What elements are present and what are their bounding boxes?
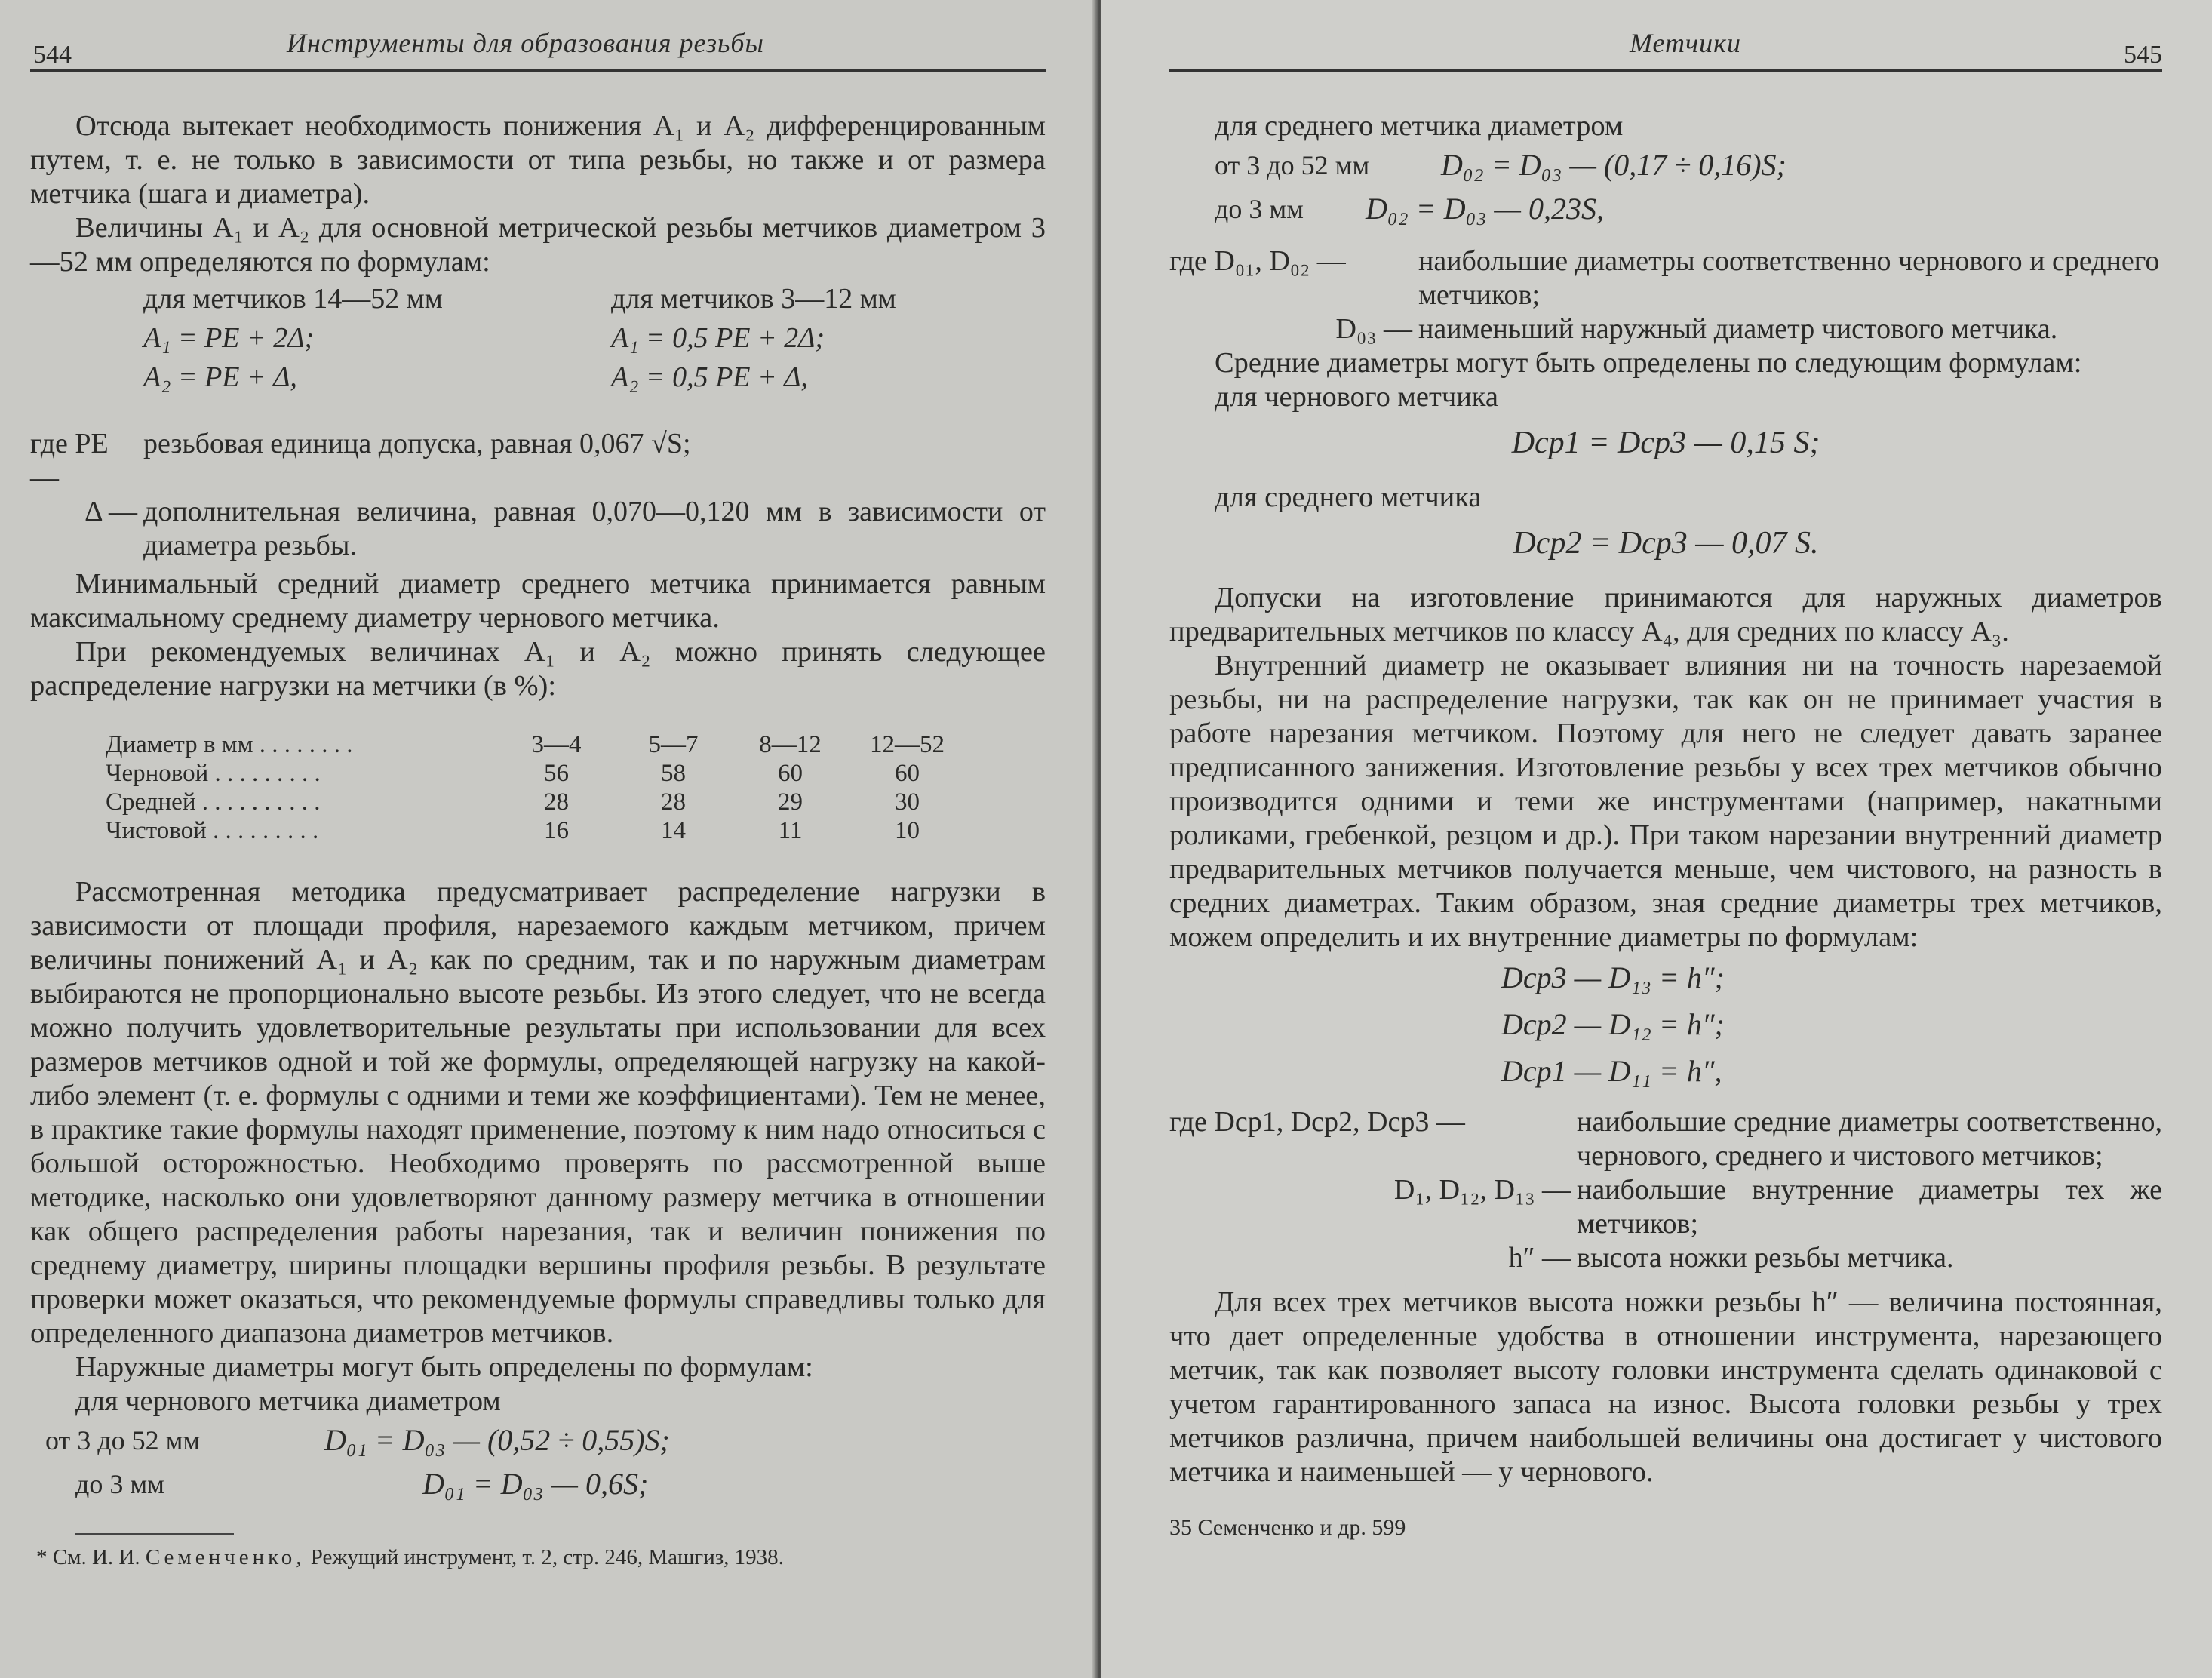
r1-range: от 3 до 52 мм	[1215, 150, 1370, 180]
right-eq-e: Dср1 — D₁₁ = h″,	[1501, 1054, 1722, 1088]
eq2-range: до 3 мм	[75, 1469, 164, 1499]
table-cell: 58	[661, 760, 686, 787]
left-paragraph-4: При рекомендуемых величинах A₁ и A₂ можно принять следующее распределение нагрузки на метчики (в %):	[30, 636, 1046, 702]
right-line-1: для среднего метчика диаметром	[1215, 110, 1624, 142]
right-eq-row-1	[1169, 143, 2162, 187]
formula-2a: A₂ = PE + Δ,	[143, 361, 297, 393]
right-eq-a: Dср1 = Dср3 — 0,15 S;	[1511, 426, 1820, 460]
left-paragraph-1: Отсюда вытекает необходимость понижения A₁ и A₂ дифференцированным путем, т. е. не только в зависимости от типа резьбы, но также и от размера метчика (шага и диаметра).	[30, 110, 1046, 210]
left-running-title: Инструменты для образования резьбы	[287, 28, 764, 58]
table-cell: 12—52	[870, 731, 945, 758]
w4-value: наибольшие внутренние диаметры тех же метчиков;	[1577, 1174, 2162, 1240]
right-where-1	[1169, 244, 2162, 312]
table-row-label: Средней . . . . . . . . . .	[106, 788, 321, 816]
right-line-2: для чернового метчика	[1215, 381, 1499, 413]
right-where-2	[1169, 312, 2162, 346]
table-row	[106, 759, 966, 788]
right-paragraph-4: Для всех трех метчиков высота ножки резьбы h″ — величина постоянная, что дает определенные удобства в отношении инструмента, нарезающего метчик, так как позволяет высоту головки инструмента сделать одинаковой с учетом гарантированного запаса на износ. Высота головки резьбы у трех метчиков различна, причем наибольшей величины она достигает у чистового метчика и наименьшей — у чернового.	[1169, 1286, 2162, 1488]
footnote	[30, 1542, 1046, 1572]
formula-2b: A₂ = 0,5 PE + Δ,	[611, 361, 808, 393]
left-where-1	[30, 427, 1046, 495]
left-paragraph-5: Рассмотренная методика предусматривает распределение нагрузки в зависимости от площади профиля, нарезаемого каждым метчиком, причем величины понижений A₁ и A₂ как по средним, так и по наружным диаметрам выбираются не пропорционально высоте резьбы. Из этого следует, что не всегда можно получить удовлетворительные результаты при использовании для всех размеров метчиков одной и той же формулы, определяющей нагрузку на какой-либо элемент (т. е. формулы с одними и теми же коэффициентами). Тем не менее, в практике такие формулы находят применение, поэтому к ним надо относиться с большой осторожностью. Необходимо проверять по рассмотренной выше методике, насколько они удовлетворяют данному размеру метчика в отношении как общего распределения работы нарезания, так и величин понижения по среднему диаметру, ширины площадки вершины профиля резьбы. В результате проверки может оказаться, что рекомендуемые формулы справедливы только для определенного диапазона диаметров метчиков.	[30, 876, 1046, 1349]
left-page	[0, 0, 1098, 1678]
formula-row-1	[30, 318, 1046, 358]
left-page-number: 544	[33, 41, 72, 69]
table-row	[106, 816, 966, 845]
table-cell: 5—7	[648, 731, 699, 758]
right-where-5	[1169, 1241, 2162, 1275]
table-cell: 14	[661, 817, 686, 844]
w1-key: где D₀₁, D₀₂ —	[1169, 245, 1346, 277]
footnote-post: Режущий инструмент, т. 2, стр. 246, Машгиз, 1938.	[305, 1545, 784, 1569]
right-paragraph-1: Средние диаметры могут быть определены по следующим формулам:	[1215, 347, 2082, 379]
right-running-title: Метчики	[1630, 28, 1741, 58]
formula-column-heads	[30, 279, 1046, 318]
table-cell: 30	[895, 788, 920, 816]
left-paragraph-3: Минимальный средний диаметр среднего метчика принимается равным максимальному среднему диаметру чернового метчика.	[30, 568, 1046, 634]
table-row-label: Черновой . . . . . . . . .	[106, 760, 321, 787]
left-where-2	[30, 495, 1046, 563]
right-where-3	[1169, 1105, 2162, 1173]
footnote-author: Семенченко,	[145, 1545, 306, 1569]
w5-key: h″ —	[1508, 1242, 1571, 1274]
right-running-head	[1169, 21, 2162, 72]
right-eq-d: Dср2 — D₁₂ = h″;	[1501, 1007, 1725, 1041]
left-paragraph-6b: для чернового метчика диаметром	[75, 1385, 501, 1417]
right-paragraph-3: Внутренний диаметр не оказывает влияния ни на точность нарезаемой резьбы, ни на распределение нагрузки, так как он не принимает участия в работе нарезания метчиком. Поэтому для него не следует давать заранее предписанного занижения. Изготовление резьбы у всех трех метчиков обычно производится одними и теми же инструментами (например, накатными роликами, гребенкой, резцом и др.). При таком нарезании внутренний диаметр предварительных метчиков получается меньше, чем чистового, на разность в средних диаметрах. Таким образом, зная средние диаметры трех метчиков, можем определить и их внутренние диаметры по формулам:	[1169, 650, 2162, 953]
eq1-range: от 3 до 52 мм	[45, 1425, 201, 1455]
table-row-label: Диаметр в мм . . . . . . . .	[106, 731, 353, 758]
where-2-value: дополнительная величина, равная 0,070—0,120 мм в зависимости от диаметра резьбы.	[143, 496, 1046, 561]
right-eq-row-2	[1169, 187, 2162, 231]
w4-key: D₁, D₁₂, D₁₃ —	[1393, 1174, 1571, 1206]
left-paragraph-6: Наружные диаметры могут быть определены по формулам:	[75, 1351, 813, 1383]
w3-value: наибольшие средние диаметры соответственно, чернового, среднего и чистового метчиков;	[1577, 1106, 2162, 1172]
table-cell: 28	[544, 788, 569, 816]
right-page-number: 545	[2124, 41, 2162, 69]
footnote-rule	[75, 1533, 234, 1535]
footnote-pre: * См. И. И.	[36, 1545, 146, 1569]
table-cell: 29	[778, 788, 803, 816]
load-distribution-table	[106, 730, 966, 845]
left-eq-row-2	[30, 1462, 1046, 1506]
table-cell: 60	[895, 760, 920, 787]
w3-key: где Dср1, Dср2, Dср3 —	[1169, 1106, 1465, 1138]
r2-eq: D₀₂ = D₀₃ — 0,23S,	[1366, 192, 1604, 226]
col2-head: для метчиков 3—12 мм	[611, 283, 896, 315]
where-1-key: где PE —	[30, 428, 109, 493]
where-2-key: Δ —	[84, 496, 137, 527]
col1-head: для метчиков 14—52 мм	[143, 283, 443, 315]
table-cell: 3—4	[531, 731, 582, 758]
eq1: D₀₁ = D₀₃ — (0,52 ÷ 0,55)S;	[324, 1423, 670, 1457]
table-cell: 16	[544, 817, 569, 844]
left-running-head	[30, 21, 1046, 72]
right-eq-b: Dср2 = Dср3 — 0,07 S.	[1513, 526, 1819, 561]
table-cell: 10	[895, 817, 920, 844]
table-cell: 60	[778, 760, 803, 787]
table-row-label: Чистовой . . . . . . . . .	[106, 817, 319, 844]
table-cell: 56	[544, 760, 569, 787]
table-row	[106, 788, 966, 816]
right-page	[1101, 0, 2212, 1678]
table-cell: 28	[661, 788, 686, 816]
left-paragraph-2: Величины A₁ и A₂ для основной метрической резьбы метчиков диаметром 3—52 мм определяются по формулам:	[30, 212, 1046, 278]
signature-line: 35 Семенченко и др. 599	[1169, 1515, 1406, 1540]
r2-range: до 3 мм	[1215, 194, 1304, 224]
table-cell: 8—12	[759, 731, 822, 758]
w2-value: наименьший наружный диаметр чистового метчика.	[1418, 313, 2058, 345]
right-where-4	[1169, 1173, 2162, 1241]
r1-eq: D₀₂ = D₀₃ — (0,17 ÷ 0,16)S;	[1441, 148, 1786, 182]
table-row	[106, 730, 966, 759]
formula-1b: A₁ = 0,5 PE + 2Δ;	[611, 322, 825, 354]
formula-1a: A₁ = PE + 2Δ;	[143, 322, 315, 354]
right-eq-c: Dср3 — D₁₃ = h″;	[1501, 960, 1725, 994]
right-line-3: для среднего метчика	[1215, 481, 1482, 513]
left-eq-row-1	[30, 1418, 1046, 1462]
w2-key: D₀₃ —	[1335, 313, 1412, 345]
w5-value: высота ножки резьбы метчика.	[1577, 1242, 1954, 1274]
where-1-value: резьбовая единица допуска, равная 0,067 √S;	[143, 428, 691, 459]
w1-value: наибольшие диаметры соответственно чернового и среднего метчиков;	[1418, 245, 2160, 311]
formula-row-2	[30, 358, 1046, 397]
table-cell: 11	[778, 817, 803, 844]
eq2: D₀₁ = D₀₃ — 0,6S;	[422, 1467, 649, 1501]
right-paragraph-2: Допуски на изготовление принимаются для наружных диаметров предварительных метчиков по классу A₄, для средних по классу A₃.	[1169, 582, 2162, 647]
